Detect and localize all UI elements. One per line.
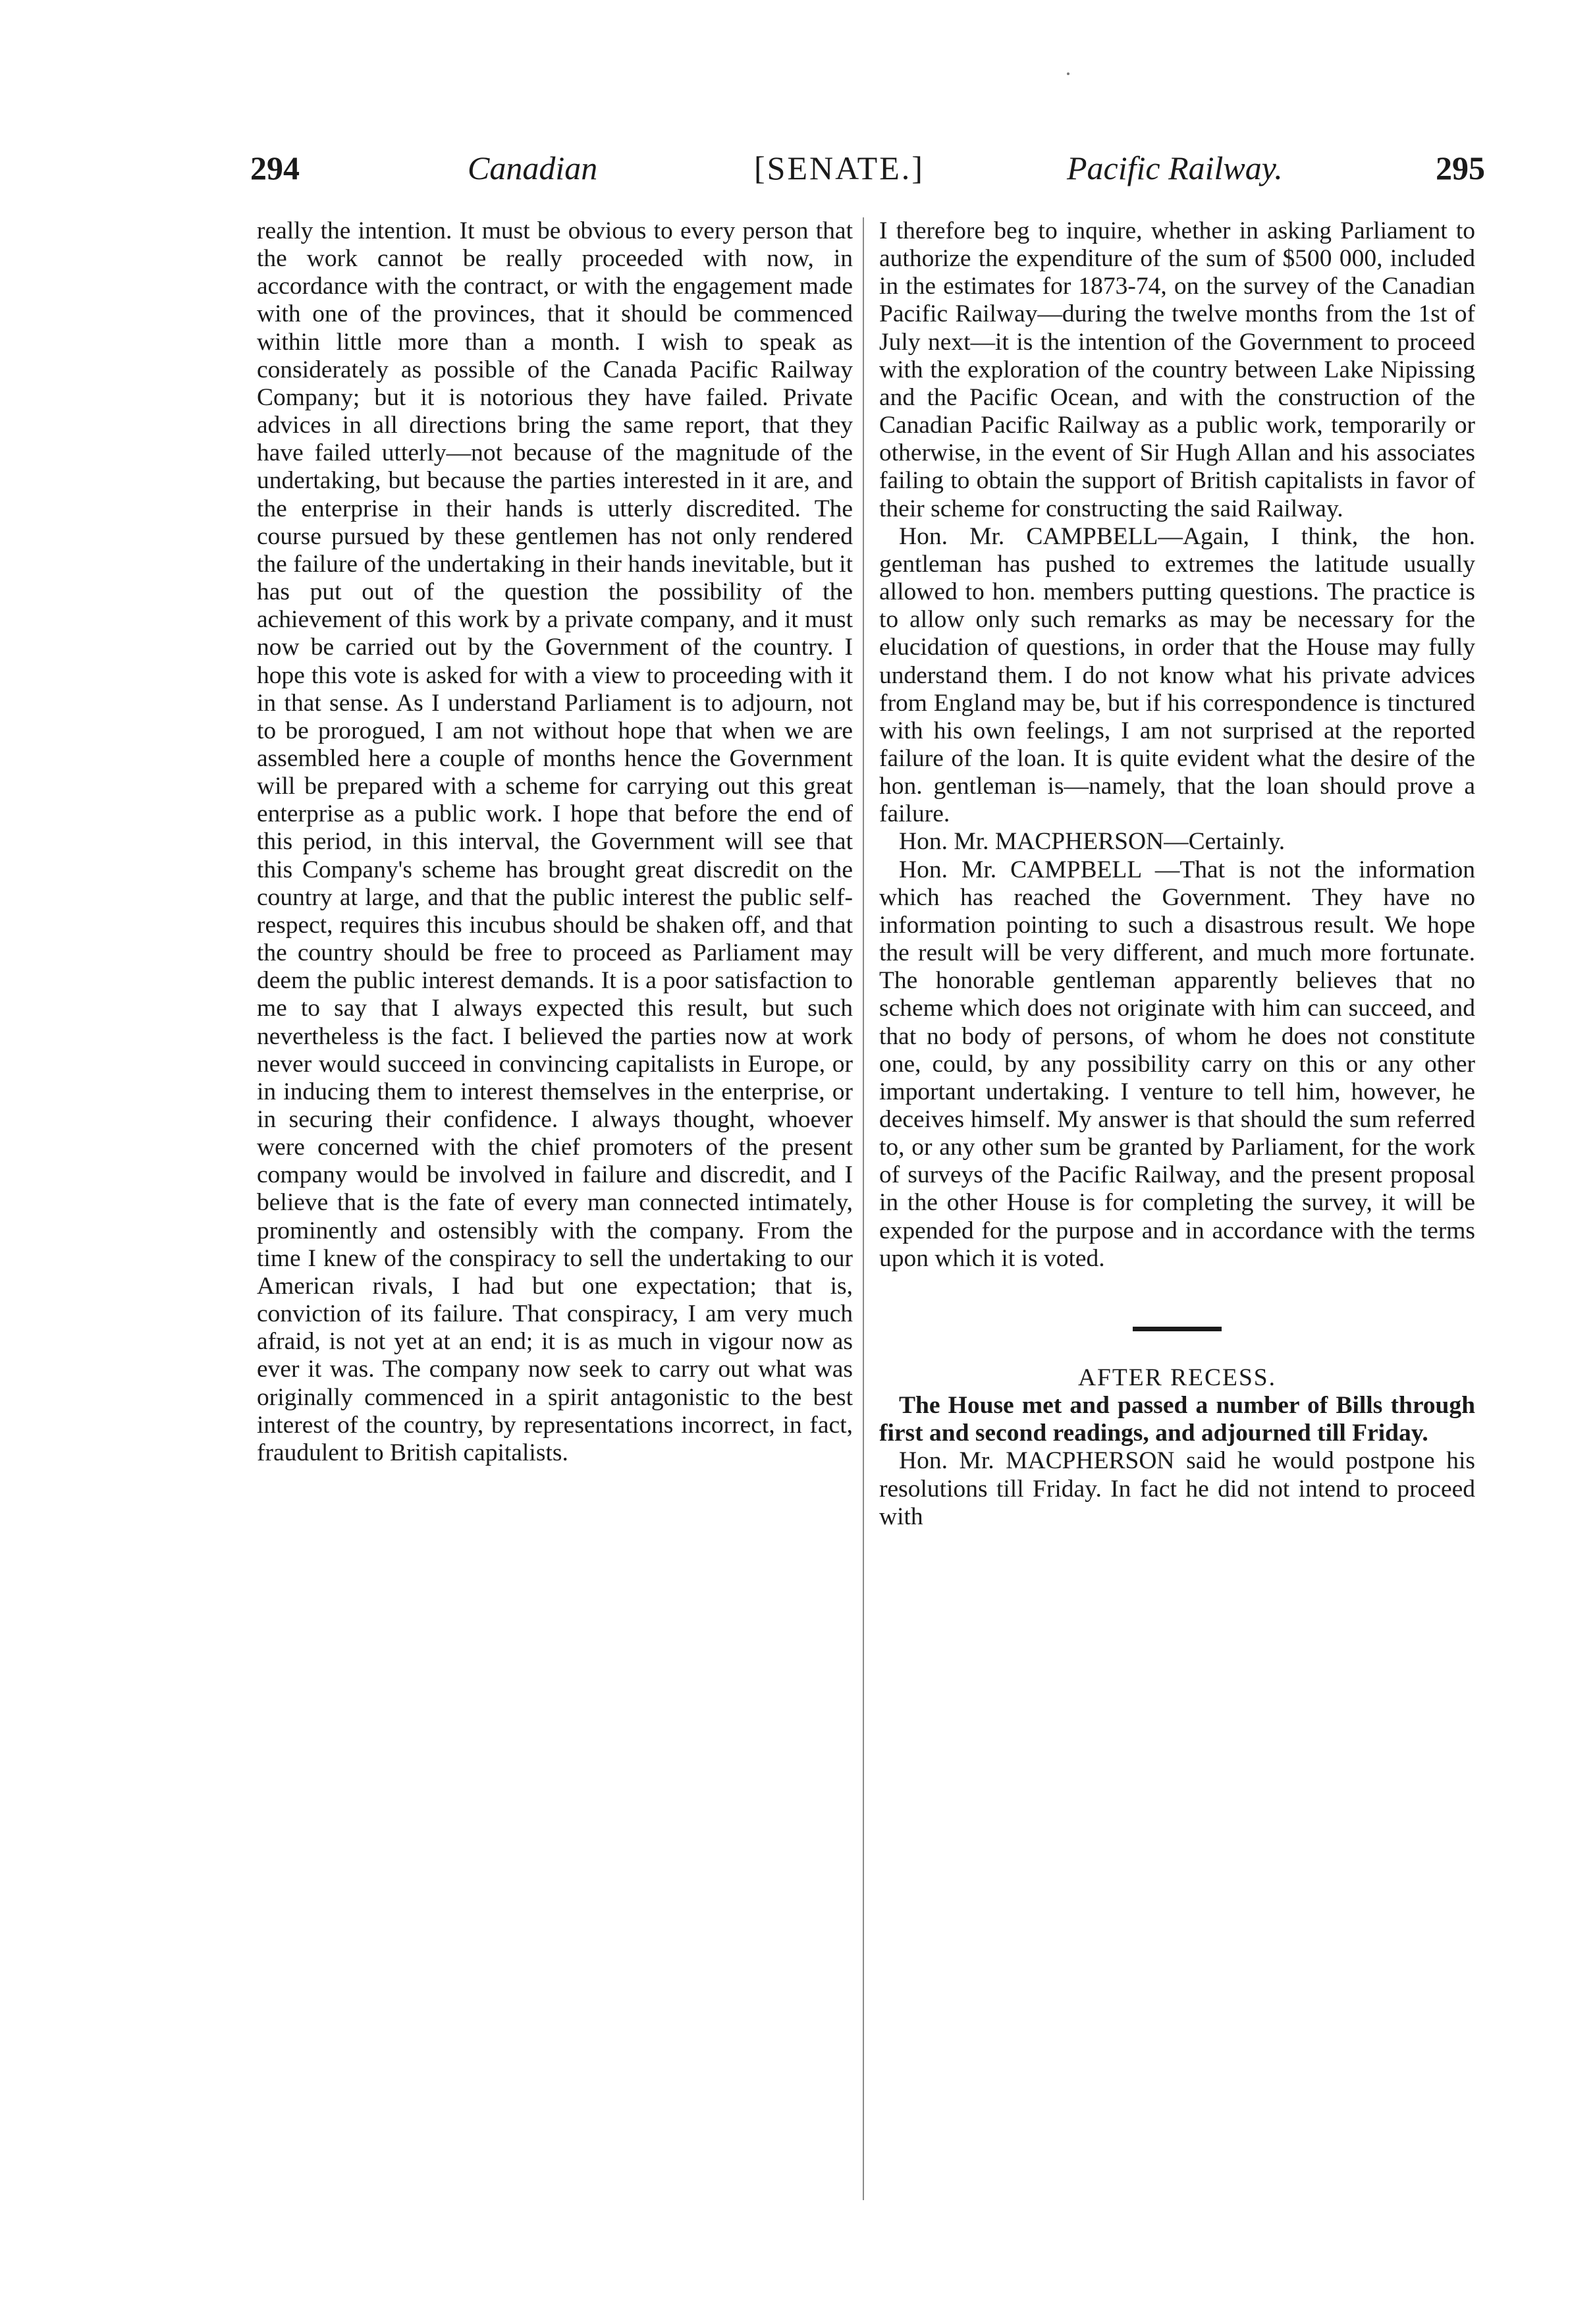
left-page-number: 294 (250, 150, 300, 186)
macpherson-postpone-paragraph: Hon. Mr. MACPHERSON said he would postpone his resolutions till Friday. In fact he did not intend to proceed with (879, 1447, 1475, 1530)
print-speck (1067, 72, 1069, 75)
section-rule (1133, 1327, 1222, 1331)
chamber-title: [SENATE.] (754, 150, 925, 186)
left-running-title: Canadian (468, 150, 598, 186)
right-column (879, 217, 1475, 1531)
macpherson-interjection: Hon. Mr. MACPHERSON—Certainly. (899, 828, 1286, 856)
section-heading: AFTER RECESS. (1077, 1364, 1277, 1391)
right-running-title: Pacific Railway. (1067, 150, 1283, 186)
campbell-reply-paragraph: Hon. Mr. CAMPBELL—Again, I think, the hon. gentleman has pushed to extremes the latitude usually allowed to hon. members putting questions. The practice is to allow only such remarks as may be necessary for the elucidation of questions, in order that the House may fully understand them. I do not know what his private advices from England may be, but if his correspondence is tinctured with his own feelings, I am not surprised at the reported failure of the loan. It is quite evident what the desire of the hon. gentleman is—namely, that the loan should prove a failure. (879, 522, 1475, 828)
right-page-number: 295 (1436, 150, 1485, 186)
recess-paragraph: The House met and passed a number of Bills through first and second readings, and adjourned till Friday. (879, 1392, 1475, 1447)
campbell-answer-paragraph: Hon. Mr. CAMPBELL —That is not the information which has reached the Government. They have no information pointing to such a disastrous result. We hope the result will be very different, and much more fortunate. The honorable gentleman apparently believes that no scheme which does not originate with him can succeed, and that no body of persons, of whom he does not constitute one, could, by any possibility carry on this or any other important undertaking. I venture to tell him, however, he deceives himself. My answer is that should the sum referred to, or any other sum be granted by Parliament, for the work of surveys of the Pacific Railway, and the present proposal in the other House is for completing the survey, it will be expended for the purpose and in accordance with the terms upon which it is voted. (879, 856, 1475, 1272)
page-header (250, 142, 1485, 194)
left-column (257, 217, 853, 1467)
left-column-paragraph: really the intention. It must be obvious to every person that the work cannot be really proceeded with now, in accordance with the contract, or with the engagement made with one of the provinces, that it should be commenced within little more than a month. I wish to speak as considerately as possible of the Canada Pacific Railway Company; but it is notorious they have failed. Private advices in all directions bring the same report, that they have failed utterly—not because of the magnitude of the undertaking, but because the parties interested in it are, and the enterprise in their hands is utterly discredited. The course pursued by these gentlemen has not only rendered the failure of the undertaking in their hands inevitable, but it has put out of the question the possibility of the achievement of this work by a private company, and it must now be carried out by the Government of the country. I hope this vote is asked for with a view to proceeding with it in that sense. As I understand Parliament is to adjourn, not to be prorogued, I am not without hope that when we are assembled here a couple of months hence the Government will be prepared with a scheme for carrying out this great enterprise as a public work. I hope that before the end of this period, in this interval, the Government will see that this Company's scheme has brought great discredit on the country at large, and that the public interest the public self-respect, requires this incubus should be shaken off, and that the country should be free to proceed as Parliament may deem the public interest demands. It is a poor satisfaction to me to say that I always expected this result, but such nevertheless is the fact. I believed the parties now at work never would succeed in convincing capitalists in Europe, or in inducing them to interest themselves in the enterprise, or in securing their confidence. I always thought, whoever were concerned with the chief promoters of the present company would be involved in failure and discredit, and I believe that is the fate of every man connected intimately, prominently and ostensibly with the company. From the time I knew of the conspiracy to sell the undertaking to our American rivals, I had but one expectation; that is, conviction of its failure. That conspiracy, I am very much afraid, is not yet at an end; it is as much in vigour now as ever it was. The company now seek to carry out what was originally commenced in a spirit antagonistic to the best interest of the country, by representations incorrect, in fact, fraudulent to British capitalists. (257, 217, 853, 1466)
column-divider (863, 217, 864, 2200)
question-paragraph: I therefore beg to inquire, whether in asking Parliament to authorize the expenditure of the sum of $500 000, included in the estimates for 1873-74, on the survey of the Canadian Pacific Railway—during the twelve months from the 1st of July next—it is the intention of the Government to proceed with the exploration of the country between Lake Nipissing and the Pacific Ocean, and with the construction of the Canadian Pacific Railway as a public work, temporarily or otherwise, in the event of Sir Hugh Allan and his associates failing to obtain the support of British capitalists in favor of their scheme for constructing the said Railway. (879, 217, 1475, 522)
